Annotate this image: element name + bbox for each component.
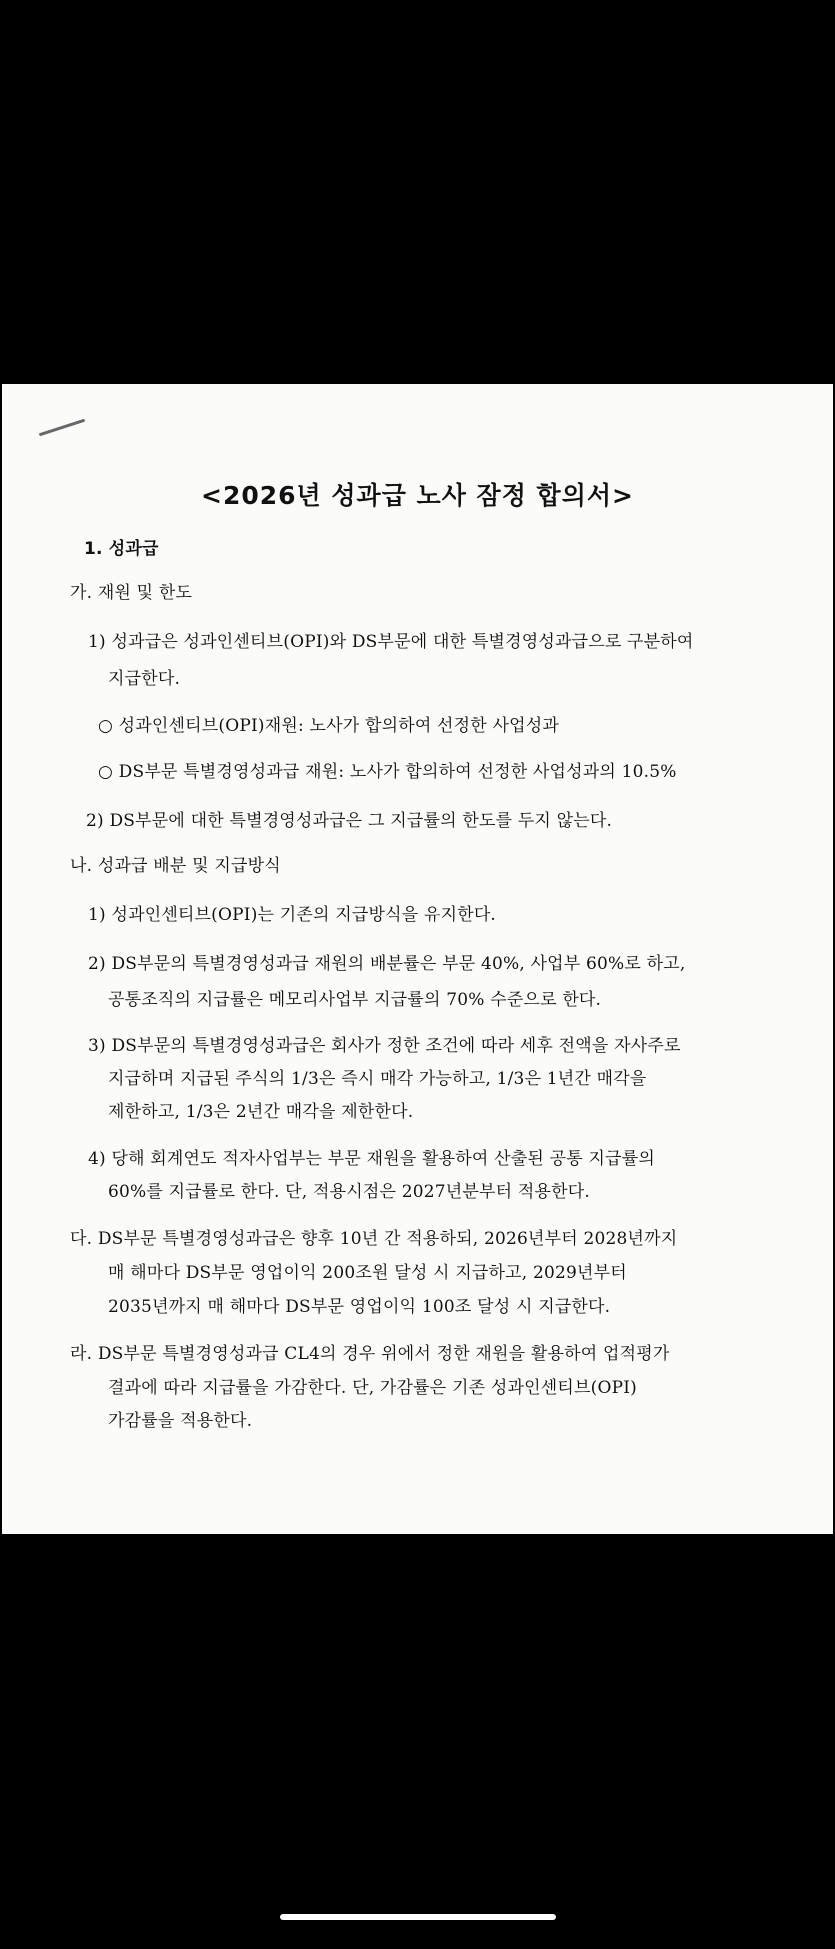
text-line: 결과에 따라 지급률을 가감한다. 단, 가감률은 기존 성과인센티브(OPI) — [108, 1378, 637, 1398]
section-heading: 1. 성과급 — [84, 539, 159, 559]
text-line: 60%를 지급률로 한다. 단, 적용시점은 2027년분부터 적용한다. — [108, 1182, 590, 1202]
subsection-heading: 나. 성과급 배분 및 지급방식 — [70, 856, 281, 876]
bullet-line: ○ DS부문 특별경영성과급 재원: 노사가 합의하여 선정한 사업성과의 10.5% — [98, 762, 677, 782]
text-line: 매 해마다 DS부문 영업이익 200조원 달성 시 지급하고, 2029년부터 — [108, 1263, 627, 1283]
text-line: 다. DS부문 특별경영성과급은 향후 10년 간 적용하되, 2026년부터 2028년까지 — [70, 1229, 678, 1249]
text-line: 3) DS부문의 특별경영성과급은 회사가 정한 조건에 따라 세후 전액을 자사주로 — [88, 1036, 681, 1056]
home-indicator[interactable] — [280, 1914, 556, 1920]
text-line: 라. DS부문 특별경영성과급 CL4의 경우 위에서 정한 재원을 활용하여 업적평가 — [70, 1344, 670, 1364]
text-line: 지급하며 지급된 주식의 1/3은 즉시 매각 가능하고, 1/3은 1년간 매각을 — [108, 1069, 647, 1089]
subsection-heading: 가. 재원 및 한도 — [70, 583, 193, 603]
text-line: 1) 성과인센티브(OPI)는 기존의 지급방식을 유지한다. — [88, 905, 497, 925]
text-line: 2) DS부문의 특별경영성과급 재원의 배분률은 부문 40%, 사업부 60%로 하고, — [88, 954, 686, 974]
text-line: 1) 성과급은 성과인센티브(OPI)와 DS부문에 대한 특별경영성과급으로 구분하여 — [88, 632, 694, 652]
bullet-line: ○ 성과인센티브(OPI)재원: 노사가 합의하여 선정한 사업성과 — [98, 716, 560, 736]
text-line: 제한하고, 1/3은 2년간 매각을 제한한다. — [108, 1102, 414, 1122]
text-line: 지급한다. — [108, 669, 181, 689]
text-line: 공통조직의 지급률은 메모리사업부 지급률의 70% 수준으로 한다. — [108, 990, 602, 1010]
text-line: 2035년까지 매 해마다 DS부문 영업이익 100조 달성 시 지급한다. — [108, 1297, 611, 1317]
text-line: 가감률을 적용한다. — [108, 1411, 253, 1431]
text-line: 4) 당해 회계연도 적자사업부는 부문 재원을 활용하여 산출된 공통 지급률의 — [88, 1149, 655, 1169]
document-title: <2026년 성과급 노사 잠정 합의서> — [201, 481, 634, 510]
text-line: 2) DS부문에 대한 특별경영성과급은 그 지급률의 한도를 두지 않는다. — [86, 811, 613, 831]
